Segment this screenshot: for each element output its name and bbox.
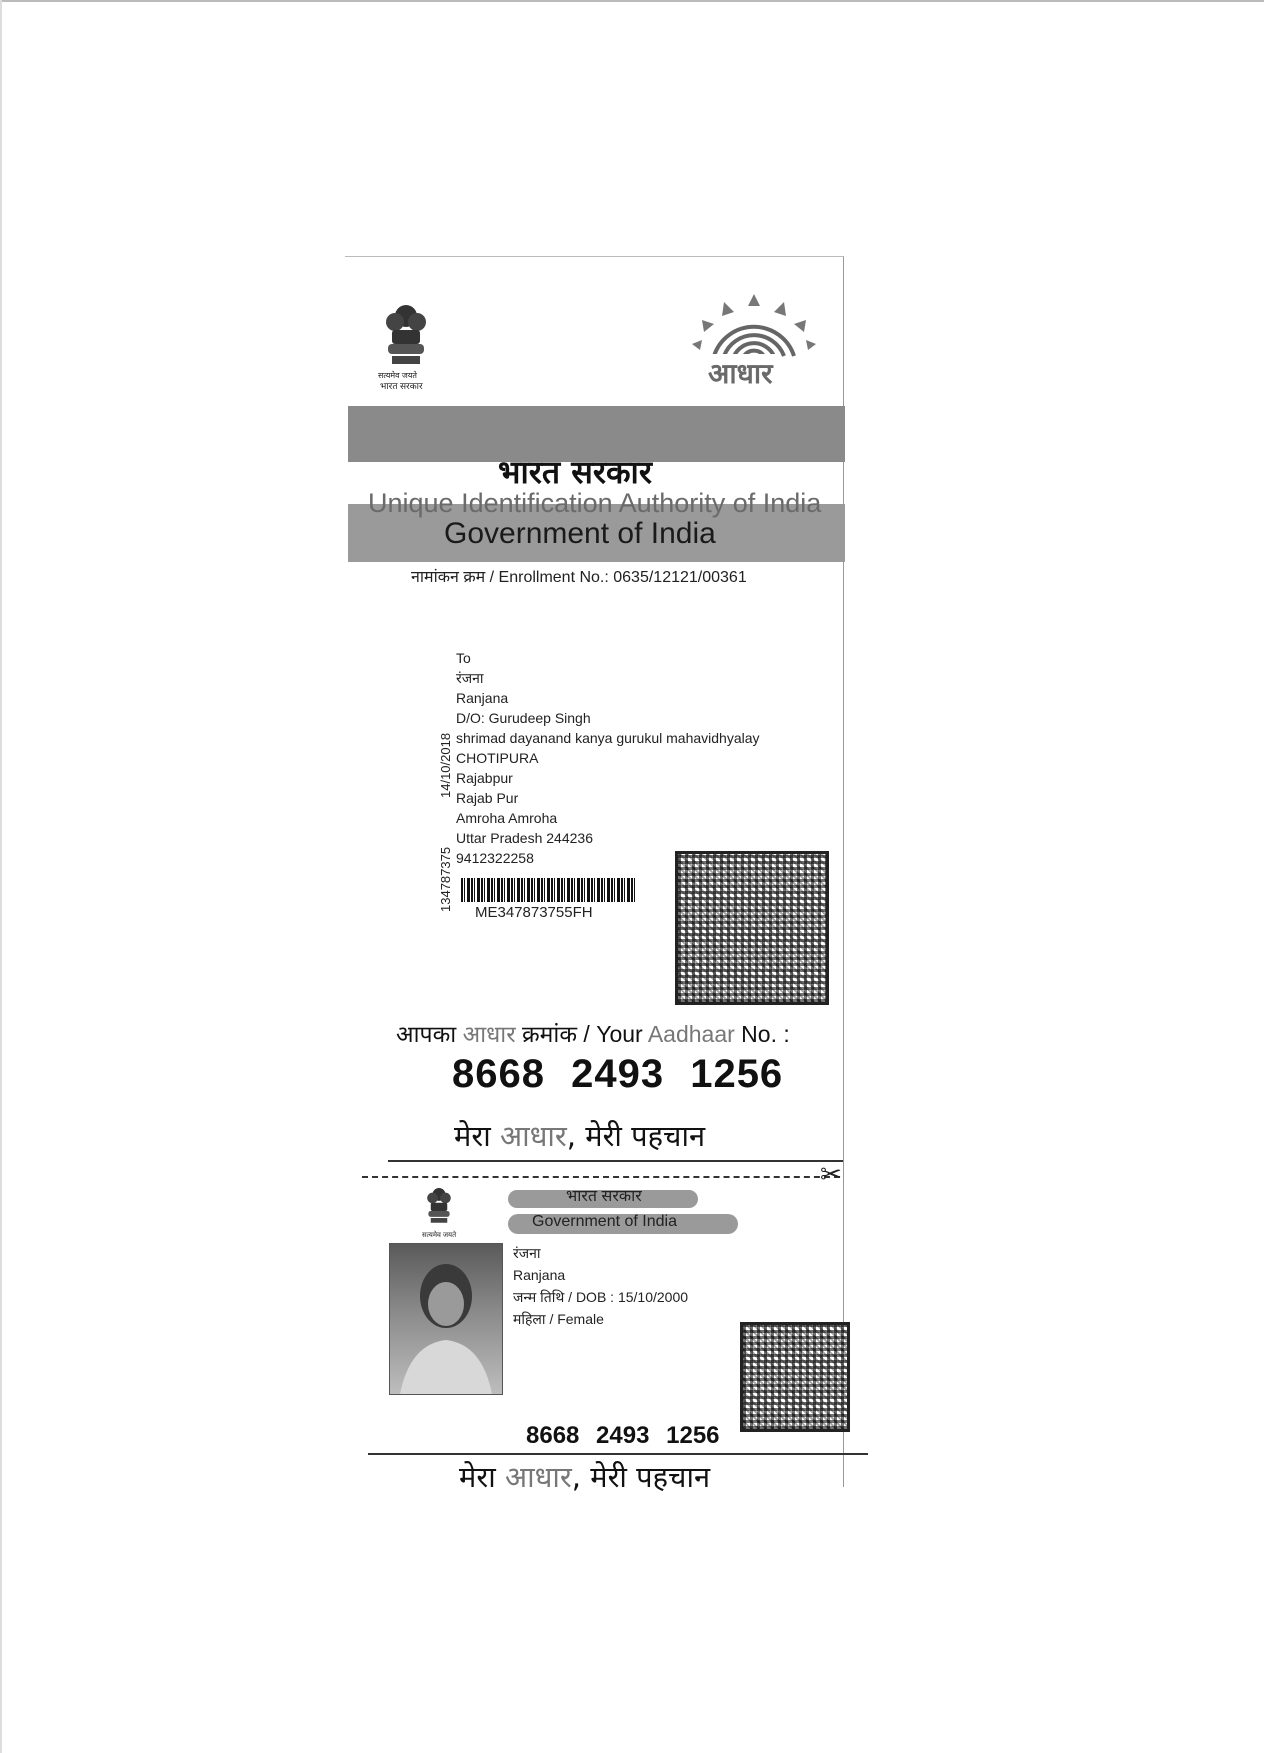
address-line: D/O: Gurudeep Singh <box>456 710 591 726</box>
tagline-part: आधार <box>504 1460 572 1494</box>
label-part: आधार <box>462 1021 516 1047</box>
card-header-goi: Government of India <box>532 1213 677 1230</box>
divider <box>368 1453 868 1455</box>
address-line: Rajab Pur <box>456 790 519 806</box>
card-header-hindi: भारत सरकार <box>566 1188 642 1205</box>
qr-code-icon <box>675 851 829 1005</box>
label-part: आपका <box>396 1021 463 1047</box>
tagline-part: आधार <box>499 1119 567 1153</box>
aadhaar-number: 8668 2493 1256 <box>452 1052 784 1096</box>
card-gender: महिला / Female <box>513 1311 604 1327</box>
divider <box>388 1160 843 1162</box>
aadhaar-number-label <box>396 1017 790 1049</box>
emblem-caption: सत्यमेव जयते <box>378 371 417 380</box>
address-line: shrimad dayanand kanya gurukul mahavidhyalay <box>456 730 760 746</box>
barcode-text: ME347873755FH <box>475 904 593 921</box>
ashoka-emblem-icon <box>422 1185 456 1231</box>
header-hindi: भारत सरकार <box>498 453 652 491</box>
cut-line <box>362 1176 840 1178</box>
emblem-caption: सत्यमेव जयते <box>422 1232 457 1239</box>
scissors-icon: ✂ <box>820 1160 842 1190</box>
label-part: क्रमांक / Your <box>515 1021 648 1047</box>
holder-photo <box>389 1243 503 1395</box>
qr-code-icon <box>740 1322 850 1432</box>
side-code: 134787375 <box>438 846 453 912</box>
address-line: रंजना <box>456 670 484 686</box>
scan-edge <box>0 0 1264 2</box>
card-tagline <box>459 1457 710 1496</box>
label-part: Aadhaar <box>647 1021 735 1047</box>
card-name-hindi: रंजना <box>513 1245 541 1261</box>
card-details <box>513 1243 688 1329</box>
tagline-part: मेरा <box>459 1460 505 1494</box>
address-line: 9412322258 <box>456 850 534 866</box>
tagline <box>454 1116 705 1155</box>
header-uidai: Unique Identification Authority of India <box>368 488 822 518</box>
portrait-silhouette <box>390 1244 502 1394</box>
address-line: To <box>456 650 471 666</box>
tagline-part: मेरा <box>454 1119 500 1153</box>
scan-edge <box>0 0 2 1753</box>
side-date: 14/10/2018 <box>438 732 453 798</box>
label-part: No. : <box>734 1021 790 1047</box>
address-line: Amroha Amroha <box>456 810 558 826</box>
tagline-part: , मेरी पहचान <box>571 1460 711 1494</box>
address-line: Rajabpur <box>456 770 513 786</box>
card-name: Ranjana <box>513 1267 566 1283</box>
card-aadhaar-number: 8668 2493 1256 <box>526 1422 720 1449</box>
ashoka-emblem-icon <box>378 300 434 378</box>
barcode-icon <box>461 878 637 902</box>
enrollment-number: नामांकन क्रम / Enrollment No.: 0635/12121/00361 <box>411 569 747 586</box>
card-dob: जन्म तिथि / DOB : 15/10/2000 <box>513 1289 689 1305</box>
header-goi: Government of India <box>444 517 716 550</box>
address-line: Uttar Pradesh 244236 <box>456 830 593 846</box>
emblem-caption: भारत सरकार <box>380 381 423 391</box>
address-line: CHOTIPURA <box>456 750 539 766</box>
aadhaar-logo-text: आधार <box>704 354 777 392</box>
tagline-part: , मेरी पहचान <box>566 1119 706 1153</box>
address-block <box>456 648 760 868</box>
address-line: Ranjana <box>456 690 509 706</box>
